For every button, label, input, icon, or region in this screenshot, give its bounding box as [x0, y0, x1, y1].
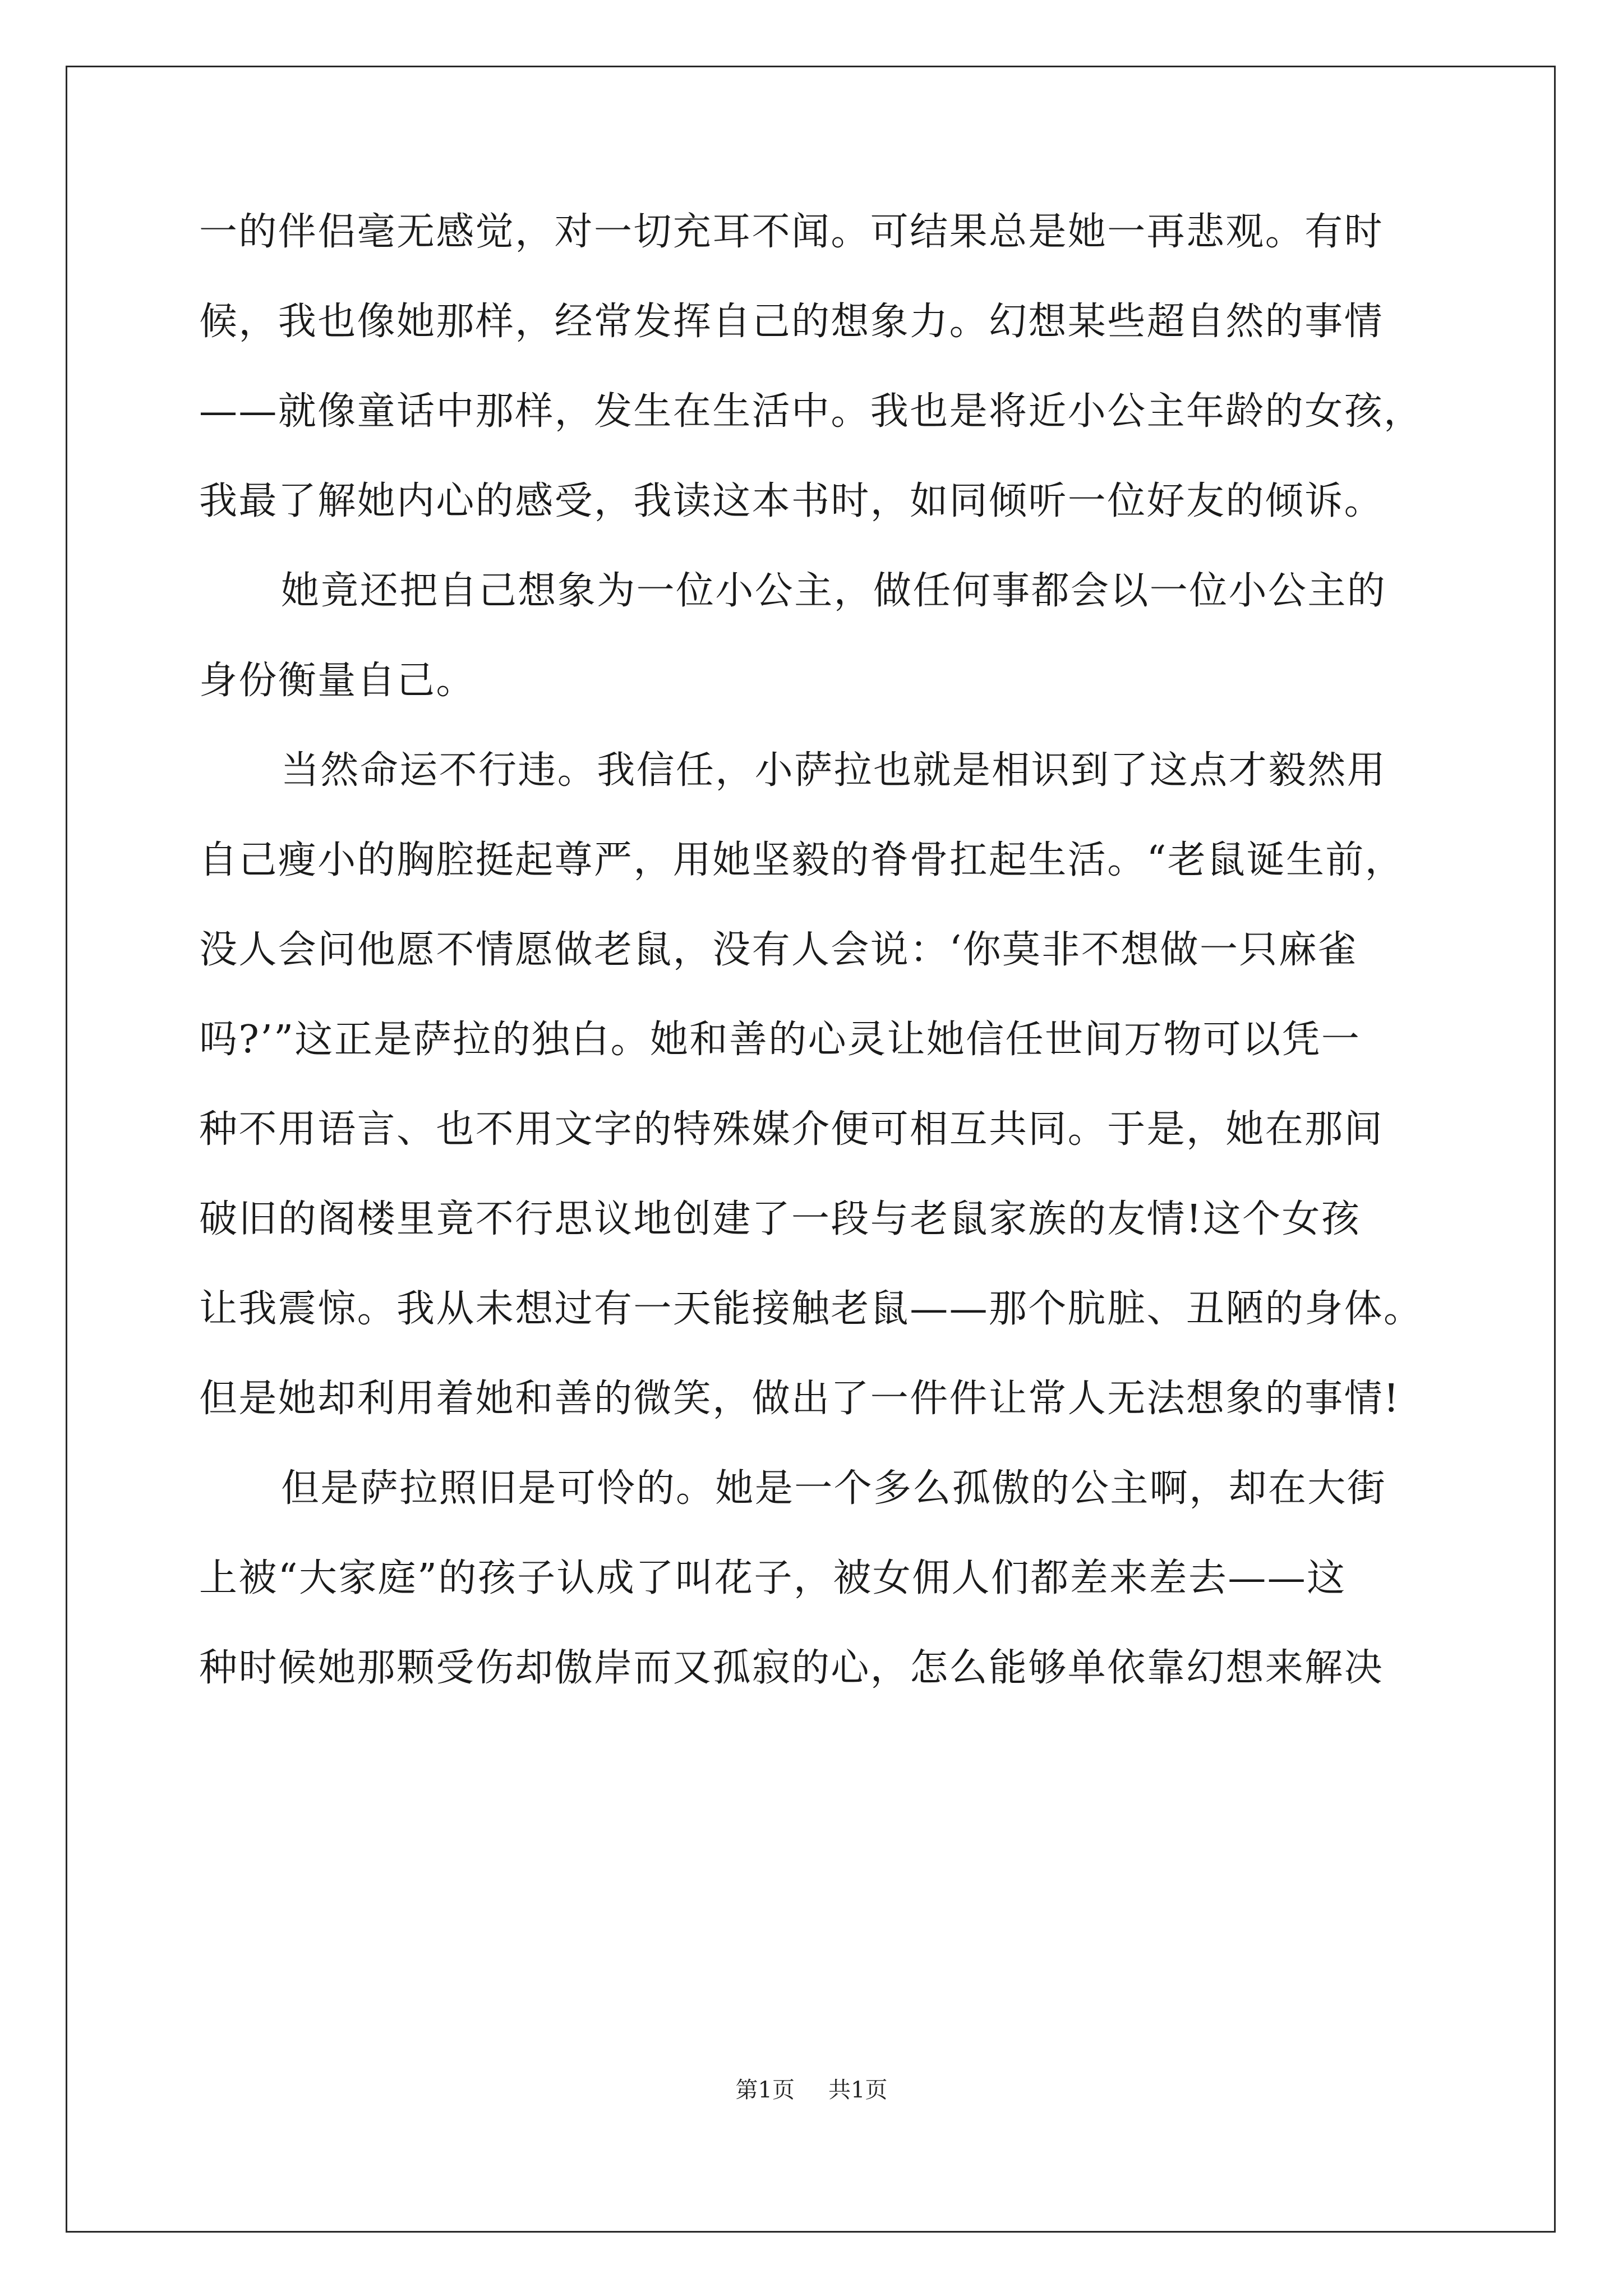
text-line: ——就像童话中那样，发生在生活中。我也是将近小公主年龄的女孩，	[199, 389, 1423, 434]
text-line: 自己瘦小的胸腔挺起尊严，用她坚毅的脊骨扛起生活。“老鼠诞生前，	[199, 838, 1405, 882]
text-line: 上被“大家庭”的孩子认成了叫花子，被女佣人们都差来差去——这	[199, 1556, 1347, 1600]
page-number: 第1页	[735, 2077, 795, 2103]
text-line: 让我震惊。我从未想过有一天能接触老鼠——那个肮脏、丑陋的身体。	[199, 1287, 1423, 1331]
text-line: 没人会问他愿不情愿做老鼠，没有人会说：‘你莫非不想做一只麻雀	[199, 928, 1358, 972]
text-line: 吗?’”这正是萨拉的独白。她和善的心灵让她信任世间万物可以凭一	[199, 1018, 1361, 1062]
text-line: 破旧的阁楼里竟不行思议地创建了一段与老鼠家族的友情!这个女孩	[199, 1197, 1361, 1241]
paragraph-first-line: 她竟还把自己想象为一位小公主，做任何事都会以一位小公主的	[281, 569, 1387, 613]
text-line: 我最了解她内心的感受，我读这本书时，如同倾听一位好友的倾诉。	[199, 479, 1384, 523]
text-line: 身份衡量自己。	[199, 659, 476, 703]
text-line: 种时候她那颗受伤却傲岸而又孤寂的心，怎么能够单依靠幻想来解决	[199, 1646, 1384, 1690]
page-footer	[0, 2079, 1623, 2101]
text-line: 一的伴侣毫无感觉，对一切充耳不闻。可结果总是她一再悲观。有时	[199, 210, 1384, 254]
page-total: 共1页	[828, 2077, 888, 2103]
text-line: 种不用语言、也不用文字的特殊媒介便可相互共同。于是，她在那间	[199, 1107, 1384, 1152]
text-line: 候，我也像她那样，经常发挥自己的想象力。幻想某些超自然的事情	[199, 300, 1384, 344]
text-line: 但是她却利用着她和善的微笑，做出了一件件让常人无法想象的事情!	[199, 1377, 1400, 1421]
paragraph-first-line: 但是萨拉照旧是可怜的。她是一个多么孤傲的公主啊，却在大街	[281, 1466, 1387, 1511]
paragraph-first-line: 当然命运不行违。我信任，小萨拉也就是相识到了这点才毅然用	[281, 748, 1387, 793]
